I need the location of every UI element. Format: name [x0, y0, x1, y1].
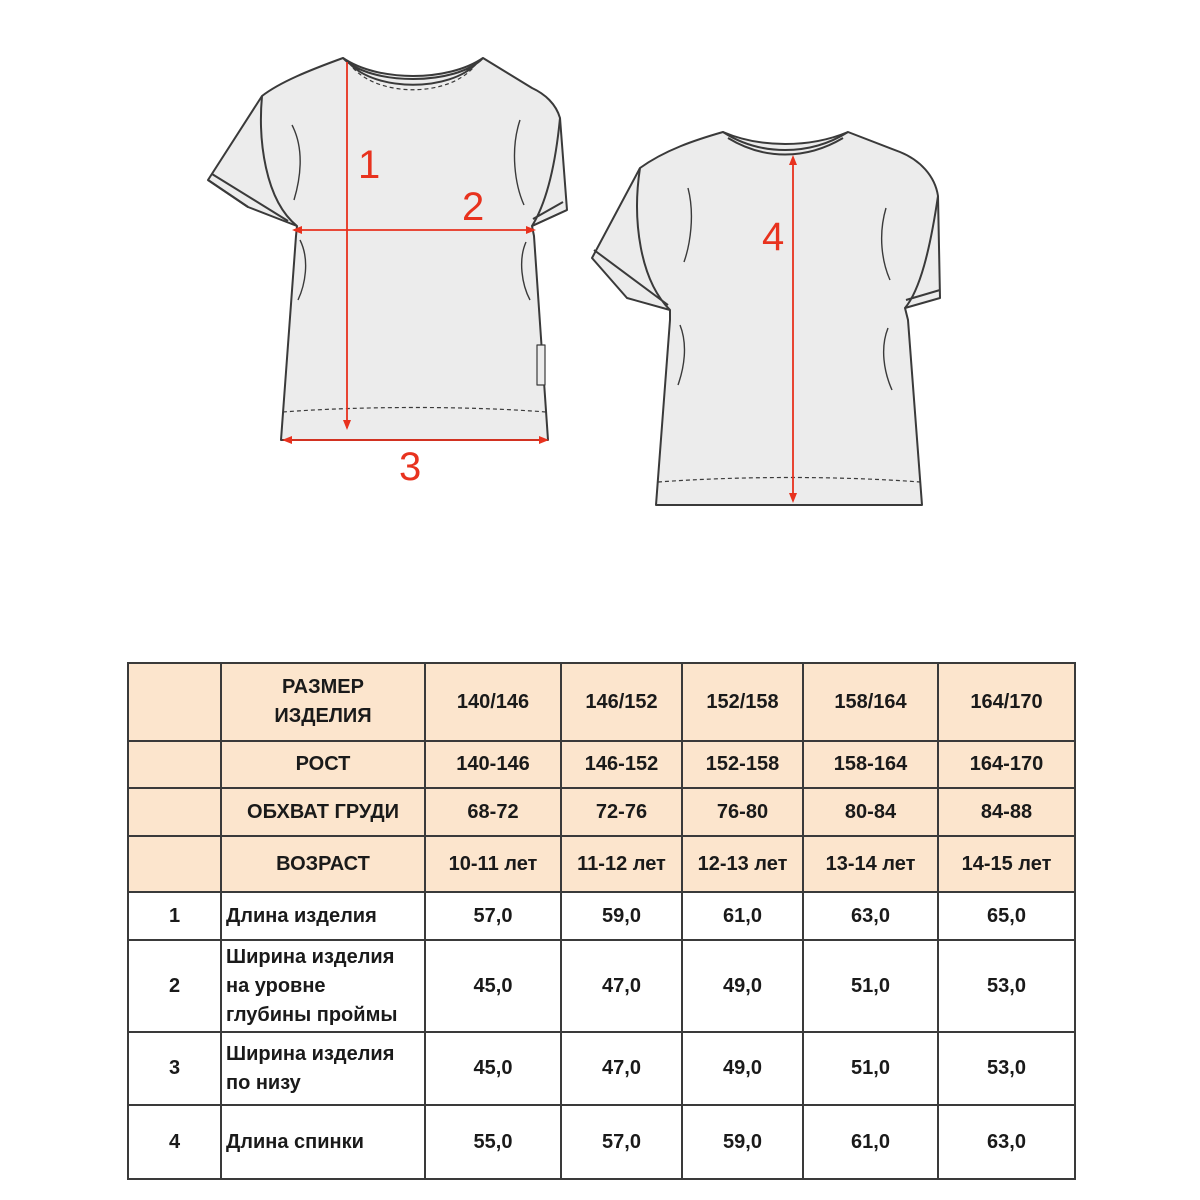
- header-value-cell: 146-152: [561, 741, 682, 788]
- header-value-cell: 13-14 лет: [803, 836, 938, 892]
- measure-row: [128, 1105, 1075, 1179]
- header-value-cell: 10-11 лет: [425, 836, 561, 892]
- header-value-cell: 12-13 лет: [682, 836, 803, 892]
- measure-row: [128, 1032, 1075, 1105]
- header-value-cell: 140-146: [425, 741, 561, 788]
- header-value-cell: 158/164: [803, 663, 938, 741]
- measure-value-cell: 51,0: [803, 940, 938, 1032]
- measure-value-cell: 47,0: [561, 1032, 682, 1105]
- header-corner-cell: [128, 788, 221, 836]
- measure-value-cell: 57,0: [561, 1105, 682, 1179]
- front-view: [208, 58, 567, 440]
- header-value-cell: 68-72: [425, 788, 561, 836]
- measure-value-cell: 53,0: [938, 940, 1075, 1032]
- measure-value-cell: 63,0: [803, 892, 938, 940]
- header-row: [128, 788, 1075, 836]
- measure-label-1: 1: [358, 143, 381, 187]
- measure-number-cell: 1: [128, 892, 221, 940]
- back-body: [592, 132, 940, 505]
- header-value-cell: 72-76: [561, 788, 682, 836]
- size-table: [127, 662, 1076, 1180]
- table-body: [128, 663, 1075, 1179]
- header-row: [128, 741, 1075, 788]
- measure-value-cell: 49,0: [682, 940, 803, 1032]
- header-value-cell: 76-80: [682, 788, 803, 836]
- header-label-cell: ОБХВАТ ГРУДИ: [221, 788, 425, 836]
- measure-value-cell: 49,0: [682, 1032, 803, 1105]
- header-value-cell: 146/152: [561, 663, 682, 741]
- measure-value-cell: 63,0: [938, 1105, 1075, 1179]
- measure-label-3: 3: [399, 445, 422, 489]
- measure-label-cell: Длина изделия: [221, 892, 425, 940]
- measure-value-cell: 45,0: [425, 940, 561, 1032]
- measure-label-2: 2: [462, 185, 485, 229]
- header-row: [128, 663, 1075, 741]
- header-label-cell: РАЗМЕР ИЗДЕЛИЯ: [221, 663, 425, 741]
- measure-value-cell: 65,0: [938, 892, 1075, 940]
- header-corner-cell: [128, 663, 221, 741]
- measure-number-cell: 2: [128, 940, 221, 1032]
- header-corner-cell: [128, 741, 221, 788]
- measure-value-cell: 51,0: [803, 1032, 938, 1105]
- measure-value-cell: 47,0: [561, 940, 682, 1032]
- header-value-cell: 158-164: [803, 741, 938, 788]
- header-value-cell: 164-170: [938, 741, 1075, 788]
- header-value-cell: 14-15 лет: [938, 836, 1075, 892]
- measure-value-cell: 59,0: [682, 1105, 803, 1179]
- measure-value-cell: 45,0: [425, 1032, 561, 1105]
- header-value-cell: 80-84: [803, 788, 938, 836]
- header-corner-cell: [128, 836, 221, 892]
- measure-label-cell: Ширина изделия на уровне глубины проймы: [221, 940, 425, 1032]
- measure-number-cell: 4: [128, 1105, 221, 1179]
- header-value-cell: 152-158: [682, 741, 803, 788]
- header-value-cell: 11-12 лет: [561, 836, 682, 892]
- header-label-cell: РОСТ: [221, 741, 425, 788]
- measure-row: [128, 940, 1075, 1032]
- header-value-cell: 140/146: [425, 663, 561, 741]
- measure-value-cell: 59,0: [561, 892, 682, 940]
- measure-value-cell: 57,0: [425, 892, 561, 940]
- back-view: [592, 132, 940, 505]
- header-value-cell: 152/158: [682, 663, 803, 741]
- measure-number-cell: 3: [128, 1032, 221, 1105]
- measure-label-cell: Длина спинки: [221, 1105, 425, 1179]
- measure-value-cell: 61,0: [682, 892, 803, 940]
- header-row: [128, 836, 1075, 892]
- measure-value-cell: 55,0: [425, 1105, 561, 1179]
- header-value-cell: 164/170: [938, 663, 1075, 741]
- measure-value-cell: 61,0: [803, 1105, 938, 1179]
- measure-label-4: 4: [762, 215, 785, 259]
- measure-label-cell: Ширина изделия по низу: [221, 1032, 425, 1105]
- front-side-label: [537, 345, 545, 385]
- measure-value-cell: 53,0: [938, 1032, 1075, 1105]
- header-value-cell: 84-88: [938, 788, 1075, 836]
- header-label-cell: ВОЗРАСТ: [221, 836, 425, 892]
- measure-row: [128, 892, 1075, 940]
